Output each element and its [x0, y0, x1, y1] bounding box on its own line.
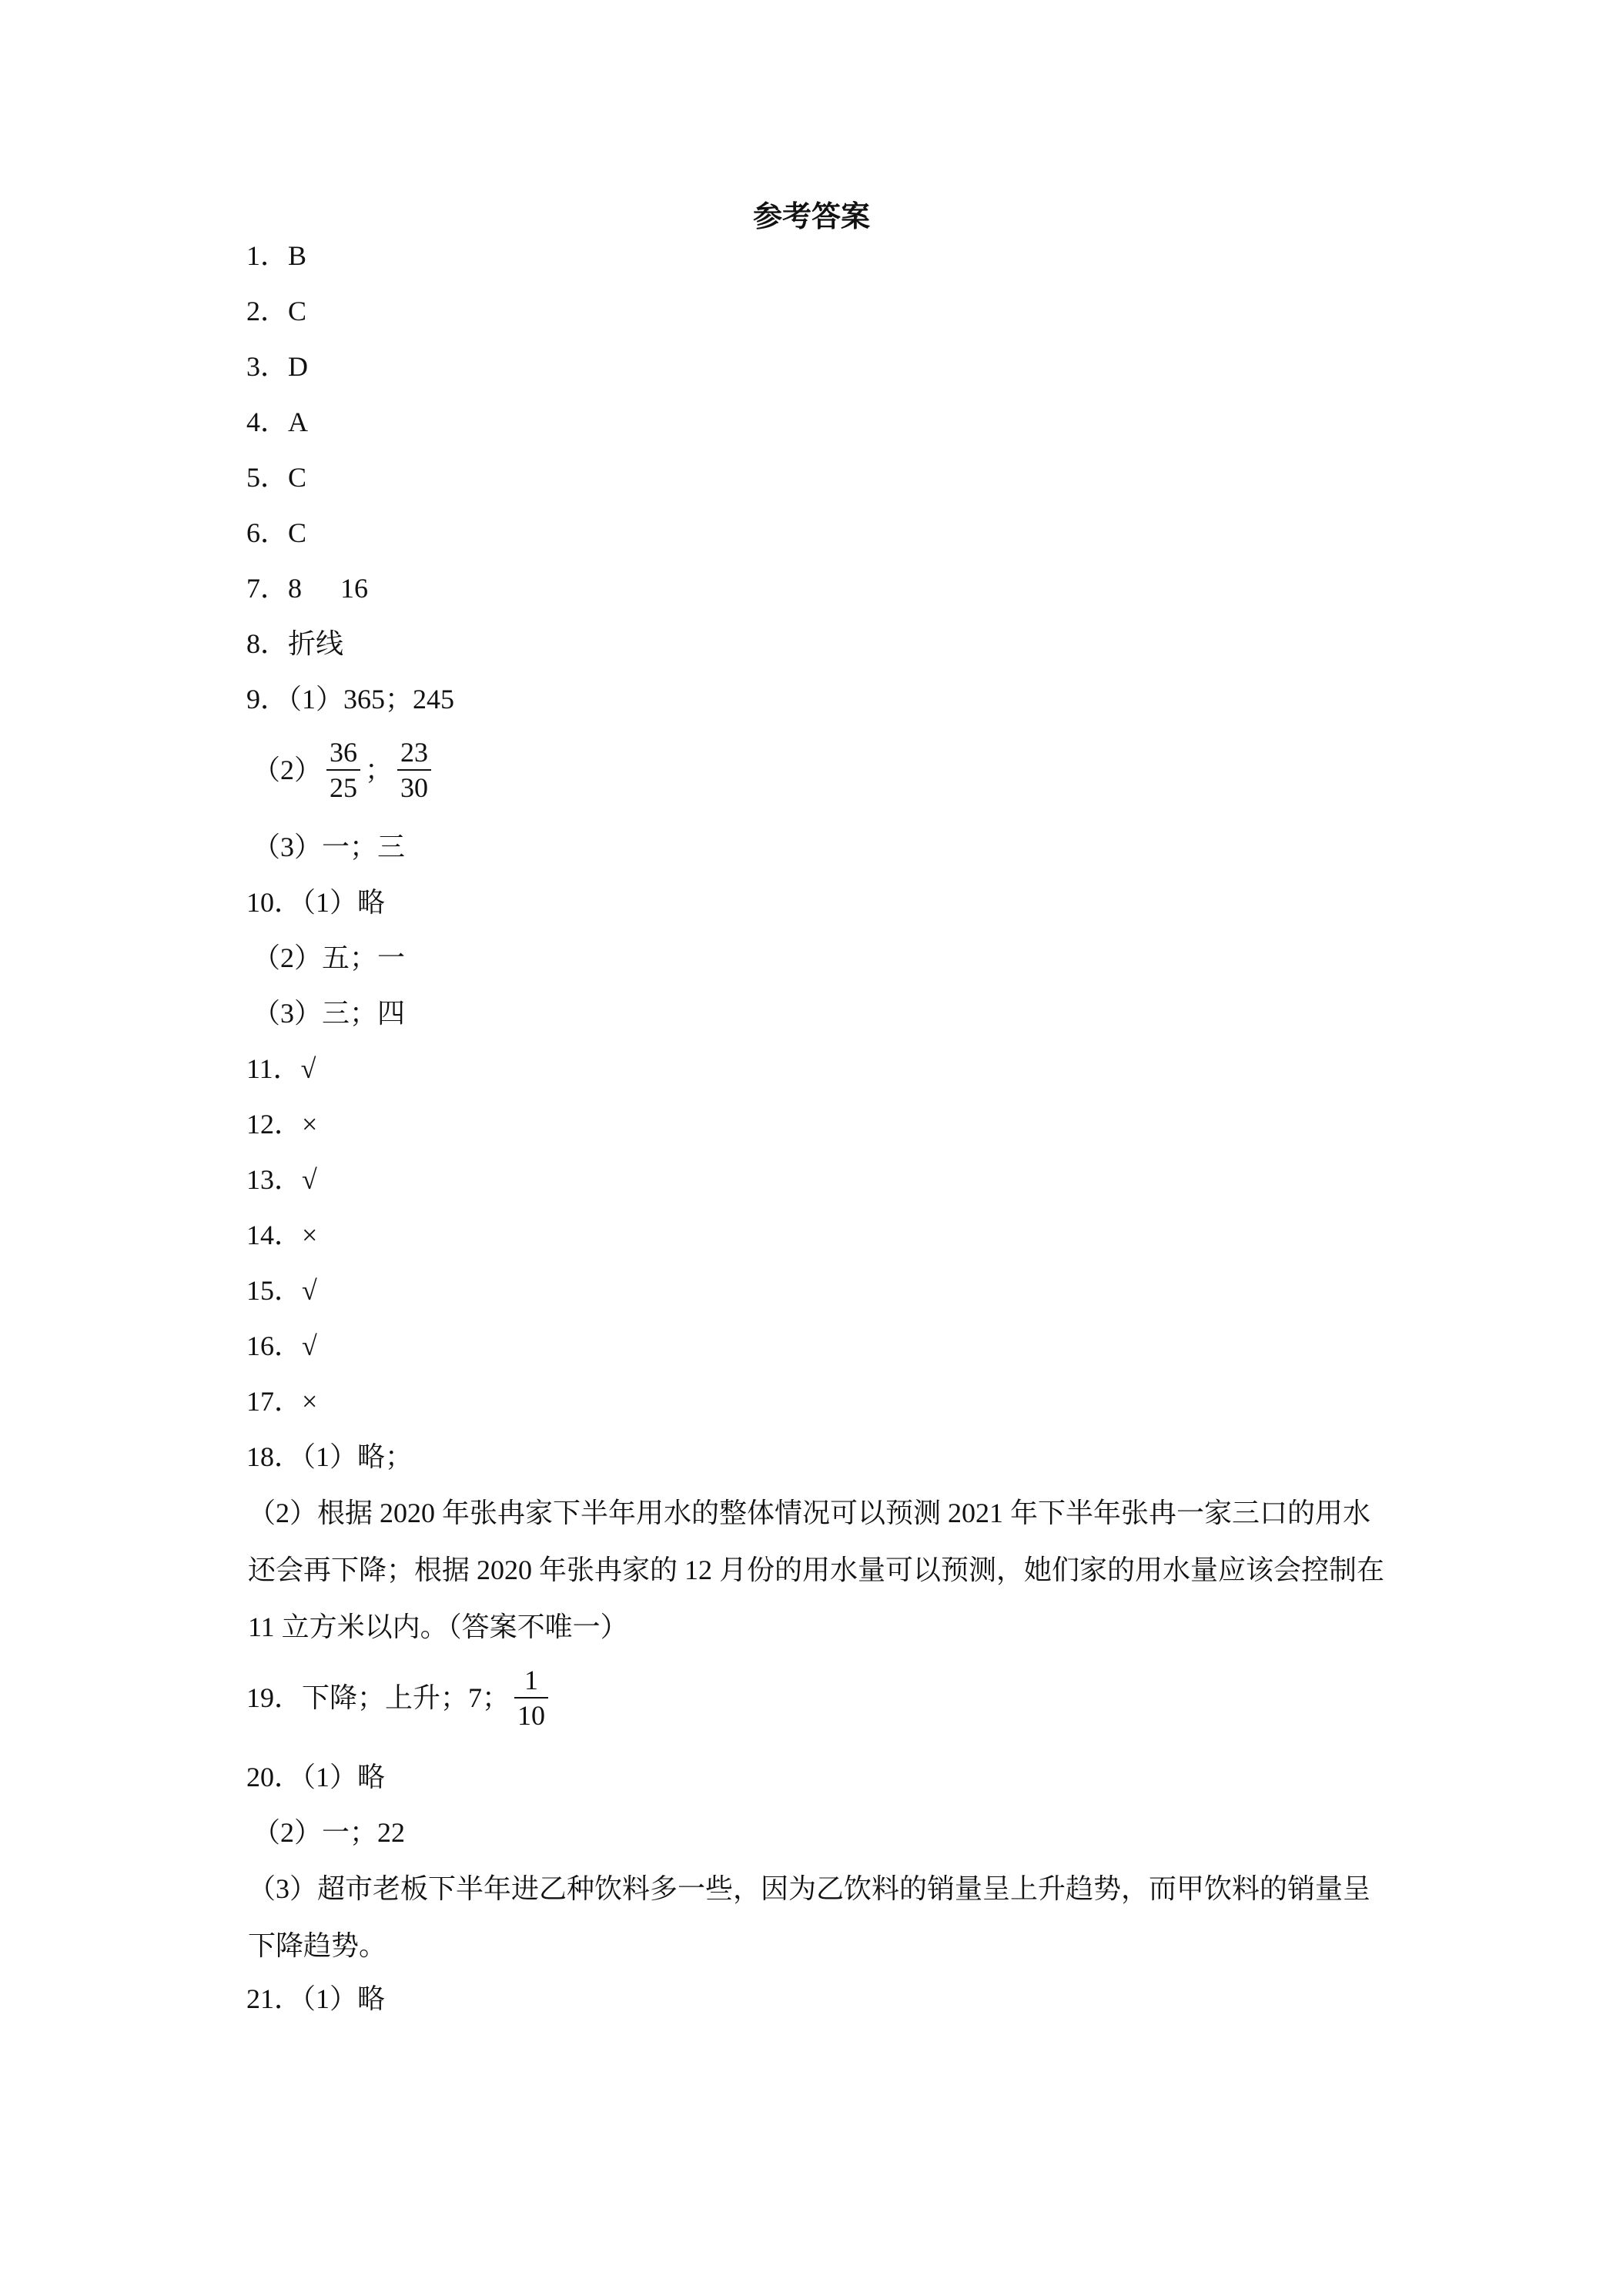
answer-8: 8．折线	[246, 628, 344, 659]
answer-14: 14．×	[246, 1220, 318, 1250]
answer-2: 2．C	[246, 296, 307, 326]
answer-7	[246, 574, 368, 602]
answer-1: 1．B	[246, 240, 307, 271]
answer-13: 13．√	[246, 1164, 317, 1195]
fraction-denominator: 30	[397, 769, 431, 805]
answer-5: 5．C	[246, 462, 307, 493]
answer-4: 4．A	[246, 407, 308, 437]
answer-6: 6．C	[246, 517, 307, 548]
fraction-1-10	[514, 1663, 548, 1732]
answer-10-part2: （2）五；一	[253, 942, 406, 973]
answer-7-second: 16	[340, 573, 369, 604]
answer-10-part1: 10．（1）略	[246, 887, 386, 918]
answer-9-part1: 9．（1）365；245	[246, 684, 455, 715]
answer-11: 11．√	[246, 1053, 316, 1084]
answer-19	[246, 1663, 553, 1732]
answer-20-part2: （2）一；22	[253, 1817, 406, 1848]
answer-7-first: 7．8	[246, 573, 303, 604]
answer-15: 15．√	[246, 1275, 317, 1306]
answer-20-part3: （3）超市老板下半年进乙种饮料多一些，因为乙饮料的销量呈上升趋势，而甲饮料的销量呈下降趋势。	[248, 1873, 1371, 1961]
answer-16: 16．√	[246, 1330, 317, 1361]
answer-9-part2-separator: ；	[365, 755, 393, 785]
answer-10-part3: （3）三；四	[253, 998, 406, 1029]
fraction-denominator: 25	[326, 769, 360, 805]
fraction-denominator: 10	[514, 1697, 548, 1732]
fraction-numerator: 36	[330, 737, 358, 768]
page-title: 参考答案	[752, 201, 870, 233]
answer-17: 17．×	[246, 1386, 318, 1417]
answer-9-part2	[253, 735, 436, 805]
answer-3: 3．D	[246, 351, 308, 382]
answer-9-part2-prefix: （2）	[253, 755, 323, 785]
answer-18-part1: 18．（1）略；	[246, 1441, 413, 1472]
answer-9-part3: （3）一；三	[253, 832, 406, 862]
fraction-numerator: 23	[400, 737, 429, 768]
answer-18-part2: （2）根据 2020 年张冉家下半年用水的整体情况可以预测 2021 年下半年张冉一家三口的用水还会再下降；根据 2020 年张冉家的 12 月份的用水量可以预测，她们家的用水量应该会控制在 11 立方米以内。（答案不唯一）	[248, 1498, 1385, 1642]
answer-12: 12．×	[246, 1109, 318, 1140]
fraction-23-30	[397, 735, 431, 805]
answer-21-part1: 21．（1）略	[246, 1983, 386, 2014]
fraction-36-25	[326, 735, 360, 805]
answer-20-part1: 20．（1）略	[246, 1762, 386, 1792]
fraction-numerator: 1	[524, 1665, 539, 1695]
answer-19-prefix: 19．下降；上升；7；	[246, 1682, 510, 1713]
